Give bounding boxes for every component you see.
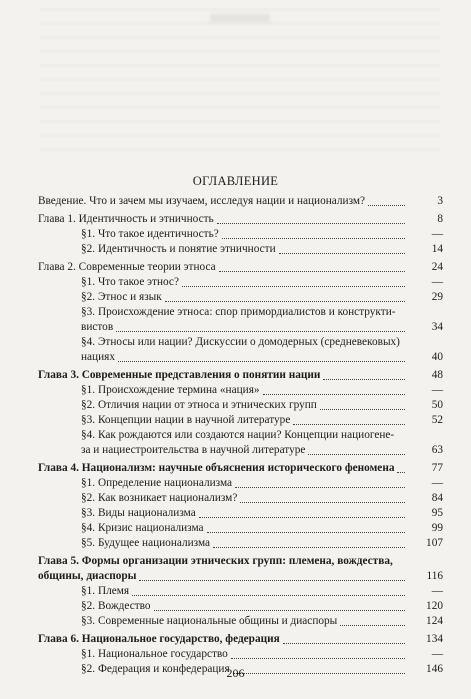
toc-section-row <box>38 398 443 413</box>
toc-entry-title: §1. Что такое идентичность? <box>81 228 219 240</box>
toc-page-number: 107 <box>426 537 443 549</box>
table-of-contents <box>38 194 443 677</box>
dot-leader <box>231 658 405 659</box>
page-title: ОГЛАВЛЕНИЕ <box>192 174 279 188</box>
toc-entry-title: §3. Современные национальные общины и диаспоры <box>81 615 338 627</box>
toc-entry-title: §2. Отличия нации от этноса и этнических групп <box>81 399 317 411</box>
toc-entry-title: §1. Что такое этнос? <box>81 276 179 288</box>
toc-chapter-row <box>38 632 443 647</box>
dot-leader <box>308 454 405 455</box>
toc-page-number: 52 <box>431 414 443 426</box>
toc-section-row <box>38 413 443 428</box>
toc-page-number: 116 <box>426 570 443 582</box>
toc-page-number: 99 <box>431 522 443 534</box>
dot-leader <box>323 379 405 380</box>
toc-entry-title: §2. Как возникает национализм? <box>81 492 238 504</box>
toc-entry-title: §1. Происхождение термина «нация» <box>81 384 260 396</box>
dot-leader <box>283 643 405 644</box>
toc-entry-title: §3. Виды национализма <box>81 507 196 519</box>
toc-entry-title: §3. Концепции нации в научной литературе <box>81 414 291 426</box>
dot-leader <box>279 253 405 254</box>
toc-chapter-row <box>38 554 443 584</box>
toc-page-number: 34 <box>431 321 443 333</box>
toc-page-number: 8 <box>437 213 443 225</box>
toc-section-row <box>38 335 443 365</box>
dot-leader <box>217 223 405 224</box>
toc-section-row <box>38 305 443 335</box>
dot-leader <box>293 424 405 425</box>
toc-entry-title: §2. Федерация и конфедерация <box>81 663 230 675</box>
toc-entry-title: Глава 2. Современные теории этноса <box>38 261 216 273</box>
toc-page-number: 124 <box>426 615 443 627</box>
toc-section-row <box>38 614 443 629</box>
toc-page-number: — <box>431 585 443 597</box>
toc-entry-title: §2. Вождество <box>81 600 151 612</box>
dot-leader <box>207 532 405 533</box>
toc-entry-title: Глава 5. Формы организации этнических групп: племена, вождества, общины, диаспоры <box>38 555 393 582</box>
toc-chapter-row <box>38 461 443 476</box>
toc-entry-title: §3. Происхождение этноса: спор примордиалистов и конструкти-вистов <box>81 306 396 333</box>
dot-leader <box>139 580 405 581</box>
toc-section-row <box>38 242 443 257</box>
toc-section-row <box>38 428 443 458</box>
toc-chapter-row <box>38 194 443 209</box>
toc-chapter-row <box>38 368 443 383</box>
toc-section-row <box>38 599 443 614</box>
toc-page-number: 84 <box>431 492 443 504</box>
toc-entry-title: §2. Этнос и язык <box>81 291 162 303</box>
toc-page-number: 63 <box>431 444 443 456</box>
toc-entry-title: §4. Как рождаются или создаются нации? Концепции нациогене-за и нациестроительства в научной литературе <box>81 429 395 456</box>
toc-page-number: 3 <box>437 195 443 207</box>
toc-page-number: 77 <box>431 462 443 474</box>
dot-leader <box>263 394 405 395</box>
toc-section-row <box>38 521 443 536</box>
toc-entry-title: Глава 6. Национальное государство, федерация <box>38 633 280 645</box>
toc-section-row <box>38 491 443 506</box>
toc-page-number: 134 <box>426 633 443 645</box>
toc-section-row <box>38 275 443 290</box>
dot-leader <box>182 286 405 287</box>
dot-leader <box>219 271 405 272</box>
toc-page-number: — <box>431 648 443 660</box>
toc-page-number: — <box>431 228 443 240</box>
toc-page-number: 146 <box>426 663 443 675</box>
toc-page-number: 29 <box>431 291 443 303</box>
toc-section-row <box>38 476 443 491</box>
toc-page-number: 14 <box>431 243 443 255</box>
toc-chapter-row <box>38 212 443 227</box>
toc-page-number: 50 <box>431 399 443 411</box>
toc-section-row <box>38 536 443 551</box>
dot-leader <box>368 205 405 206</box>
toc-page-number: — <box>431 276 443 288</box>
toc-page-number: — <box>431 477 443 489</box>
dot-leader <box>165 301 405 302</box>
dot-leader <box>116 331 405 332</box>
dot-leader <box>132 595 405 596</box>
toc-page-number: 120 <box>426 600 443 612</box>
toc-section-row <box>38 506 443 521</box>
dot-leader <box>235 487 405 488</box>
toc-entry-title: Введение. Что и зачем мы изучаем, исследуя нации и национализм? <box>38 195 366 207</box>
toc-section-row <box>38 647 443 662</box>
toc-section-row <box>38 584 443 599</box>
toc-entry-title: Глава 1. Идентичность и этничность <box>38 213 214 225</box>
toc-chapter-row <box>38 260 443 275</box>
toc-page-number: 24 <box>431 261 443 273</box>
dot-leader <box>222 238 405 239</box>
dot-leader <box>154 610 405 611</box>
toc-entry-title: §1. Национальное государство <box>81 648 228 660</box>
dot-leader <box>213 547 405 548</box>
dot-leader <box>118 361 405 362</box>
toc-entry-title: §5. Будущее национализма <box>81 537 211 549</box>
page-number: 206 <box>226 666 245 680</box>
toc-section-row <box>38 383 443 398</box>
toc-section-row <box>38 227 443 242</box>
toc-entry-title: §1. Определение национализма <box>81 477 233 489</box>
toc-page-number: 95 <box>431 507 443 519</box>
toc-entry-title: §4. Кризис национализма <box>81 522 204 534</box>
toc-page-number: 48 <box>431 369 443 381</box>
toc-section-row <box>38 290 443 305</box>
toc-entry-title: §1. Племя <box>81 585 130 597</box>
toc-entry-title: §2. Идентичность и понятие этничности <box>81 243 276 255</box>
dot-leader <box>240 502 405 503</box>
dot-leader <box>397 472 405 473</box>
dot-leader <box>340 625 405 626</box>
toc-entry-title: §4. Этносы или нации? Дискуссии о домодерных (средневековых) нациях <box>81 336 400 363</box>
toc-entry-title: Глава 4. Национализм: научные объяснения исторического феномена <box>38 462 395 474</box>
toc-page-number: — <box>431 384 443 396</box>
dot-leader <box>199 517 405 518</box>
toc-page-number: 40 <box>431 351 443 363</box>
toc-entry-title: Глава 3. Современные представления о понятии нации <box>38 369 321 381</box>
dot-leader <box>320 409 405 410</box>
